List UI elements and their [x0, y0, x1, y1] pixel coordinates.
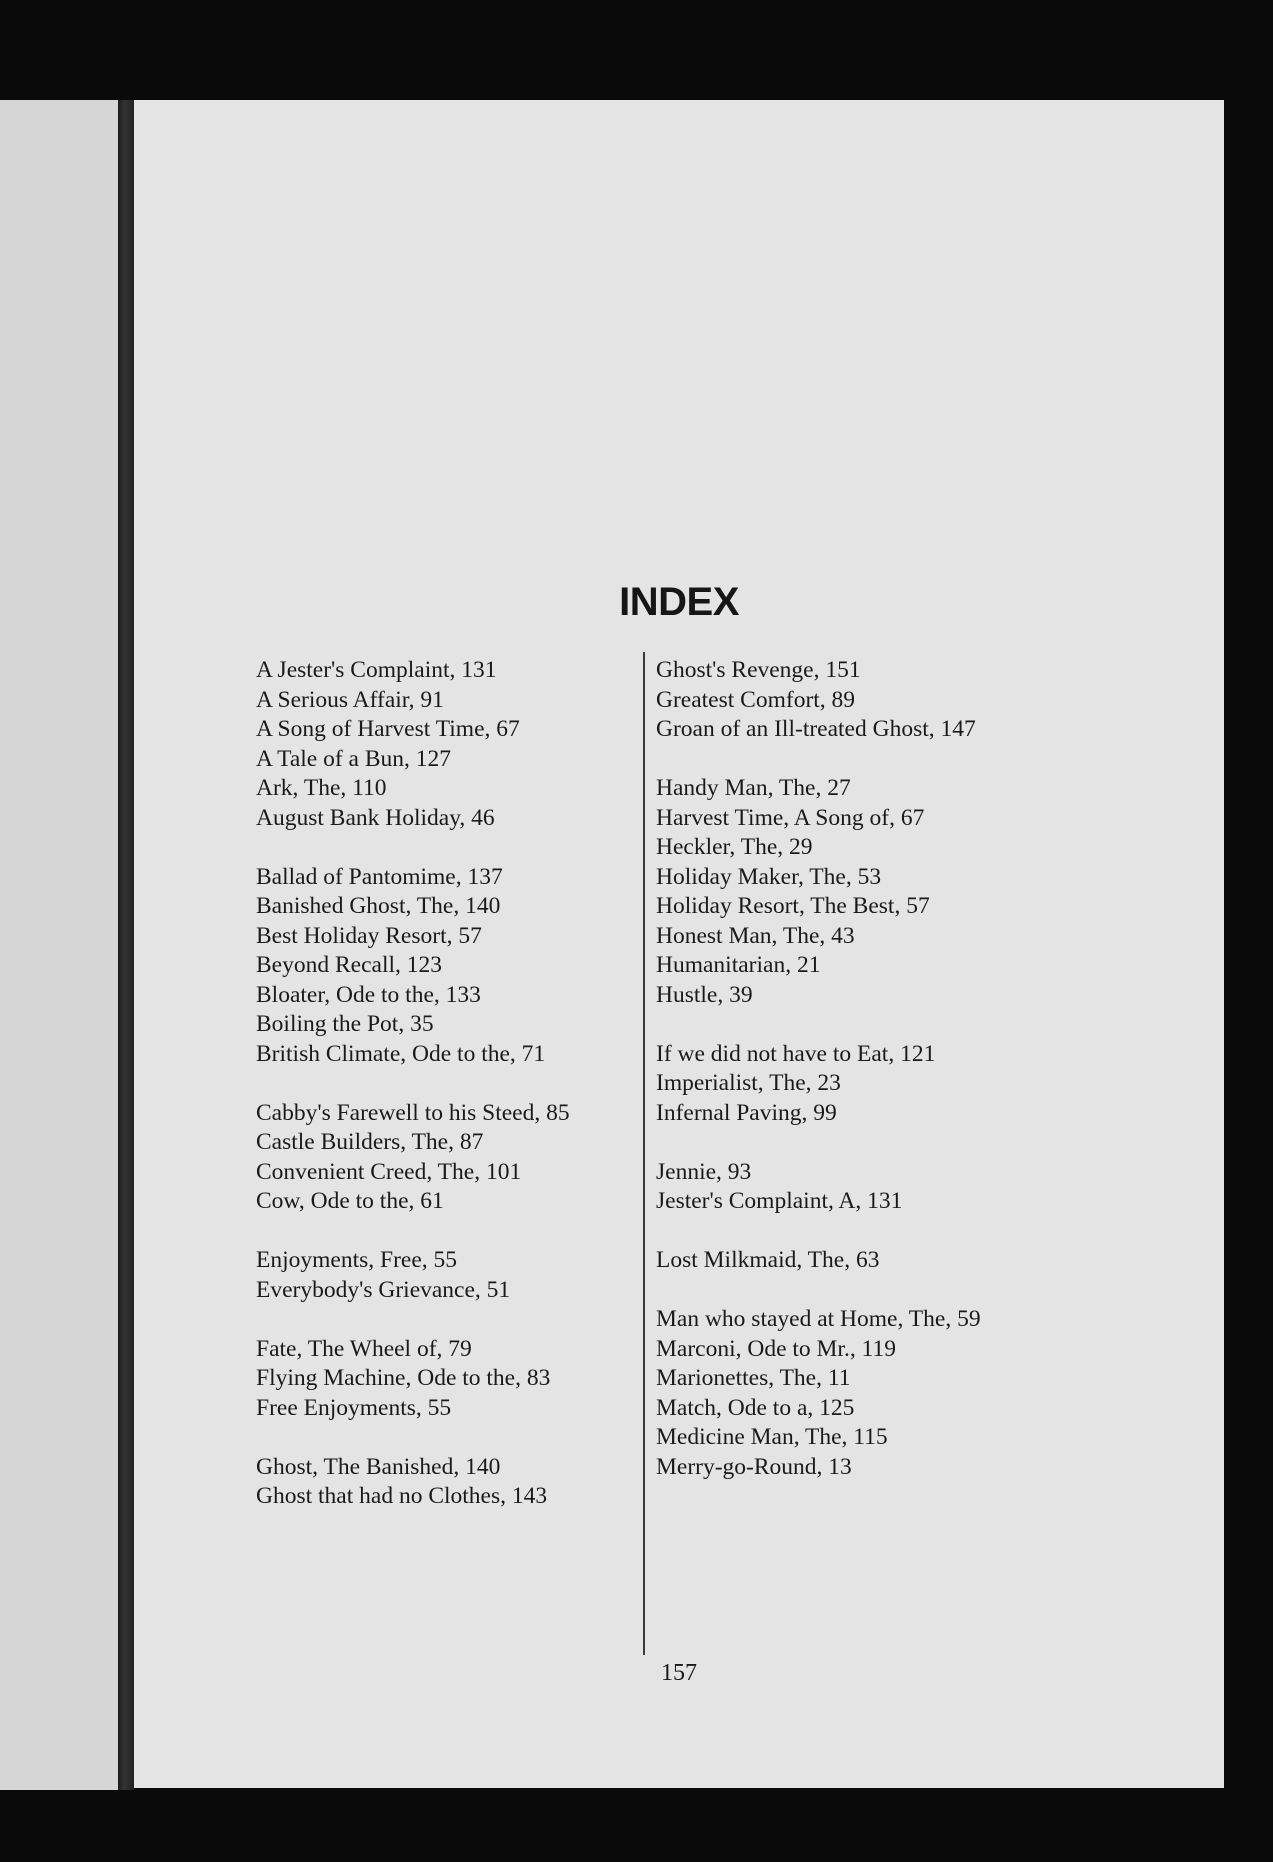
group-spacer — [256, 1305, 631, 1335]
index-entry: Lost Milkmaid, The, 63 — [656, 1247, 880, 1273]
index-entry: Beyond Recall, 123 — [256, 952, 443, 978]
book-spine — [118, 100, 134, 1790]
page-number: 157 — [661, 1660, 697, 1686]
index-entry: Match, Ode to a, 125 — [656, 1394, 855, 1421]
index-entry: Bloater, Ode to the, 133 — [256, 981, 481, 1008]
index-entry: Everybody's Grievance, 51 — [256, 1276, 511, 1303]
index-entry: Best Holiday Resort, 57 — [256, 922, 482, 949]
index-entry: Ark, The, 110 — [256, 775, 387, 801]
index-entry: A Jester's Complaint, 131 — [256, 657, 497, 683]
index-column-left — [256, 656, 631, 1512]
index-column-right — [656, 656, 1036, 1482]
index-entry: Ghost, The Banished, 140 — [256, 1453, 501, 1480]
group-spacer — [656, 1128, 1036, 1158]
index-entry: Cabby's Farewell to his Steed, 85 — [256, 1099, 570, 1126]
index-entry: Boiling the Pot, 35 — [256, 1011, 434, 1037]
index-entry: A Tale of a Bun, 127 — [256, 745, 452, 772]
group-spacer — [656, 745, 1036, 775]
page-title: INDEX — [619, 580, 739, 624]
index-entry: Jennie, 93 — [656, 1158, 752, 1185]
index-entry: Humanitarian, 21 — [656, 952, 821, 978]
index-entry: Holiday Maker, The, 53 — [656, 863, 882, 890]
index-entry: Ghost that had no Clothes, 143 — [256, 1483, 548, 1509]
group-spacer — [656, 1217, 1036, 1247]
index-entry: Jester's Complaint, A, 131 — [656, 1188, 903, 1214]
index-entry: Banished Ghost, The, 140 — [256, 893, 501, 919]
index-entry: British Climate, Ode to the, 71 — [256, 1040, 546, 1067]
index-entry: Imperialist, The, 23 — [656, 1070, 841, 1096]
index-entry: Hustle, 39 — [656, 981, 753, 1008]
index-entry: Man who stayed at Home, The, 59 — [656, 1306, 981, 1332]
index-entry: Enjoyments, Free, 55 — [256, 1247, 458, 1273]
group-spacer — [656, 1010, 1036, 1040]
index-page — [134, 100, 1224, 1788]
index-entry: Harvest Time, A Song of, 67 — [656, 804, 925, 831]
index-entry: Free Enjoyments, 55 — [256, 1394, 452, 1421]
index-entry: If we did not have to Eat, 121 — [656, 1040, 936, 1067]
index-entry: Honest Man, The, 43 — [656, 922, 855, 949]
index-entry: Convenient Creed, The, 101 — [256, 1158, 522, 1185]
index-entry: A Song of Harvest Time, 67 — [256, 716, 520, 742]
index-entry: Groan of an Ill-treated Ghost, 147 — [656, 716, 976, 742]
facing-page-edge — [0, 100, 124, 1790]
index-entry: August Bank Holiday, 46 — [256, 804, 495, 831]
index-entry: Fate, The Wheel of, 79 — [256, 1335, 472, 1362]
index-entry: Ghost's Revenge, 151 — [656, 657, 861, 683]
index-entry: Merry-go-Round, 13 — [656, 1453, 852, 1480]
group-spacer — [256, 833, 631, 863]
index-entry: Castle Builders, The, 87 — [256, 1129, 484, 1155]
index-entry: Infernal Paving, 99 — [656, 1099, 837, 1126]
index-entry: Flying Machine, Ode to the, 83 — [256, 1365, 551, 1391]
index-entry: Holiday Resort, The Best, 57 — [656, 893, 930, 919]
index-entry: Marconi, Ode to Mr., 119 — [656, 1335, 896, 1362]
group-spacer — [656, 1276, 1036, 1306]
index-entry: Cow, Ode to the, 61 — [256, 1188, 444, 1214]
index-entry: Handy Man, The, 27 — [656, 775, 851, 801]
index-entry: Heckler, The, 29 — [656, 834, 813, 860]
index-entry: Medicine Man, The, 115 — [656, 1424, 888, 1450]
group-spacer — [256, 1069, 631, 1099]
index-entry: Greatest Comfort, 89 — [656, 686, 856, 713]
index-entry: A Serious Affair, 91 — [256, 686, 444, 713]
group-spacer — [256, 1217, 631, 1247]
column-divider — [643, 652, 645, 1655]
index-entry: Ballad of Pantomime, 137 — [256, 863, 503, 890]
group-spacer — [256, 1423, 631, 1453]
index-entry: Marionettes, The, 11 — [656, 1365, 851, 1391]
